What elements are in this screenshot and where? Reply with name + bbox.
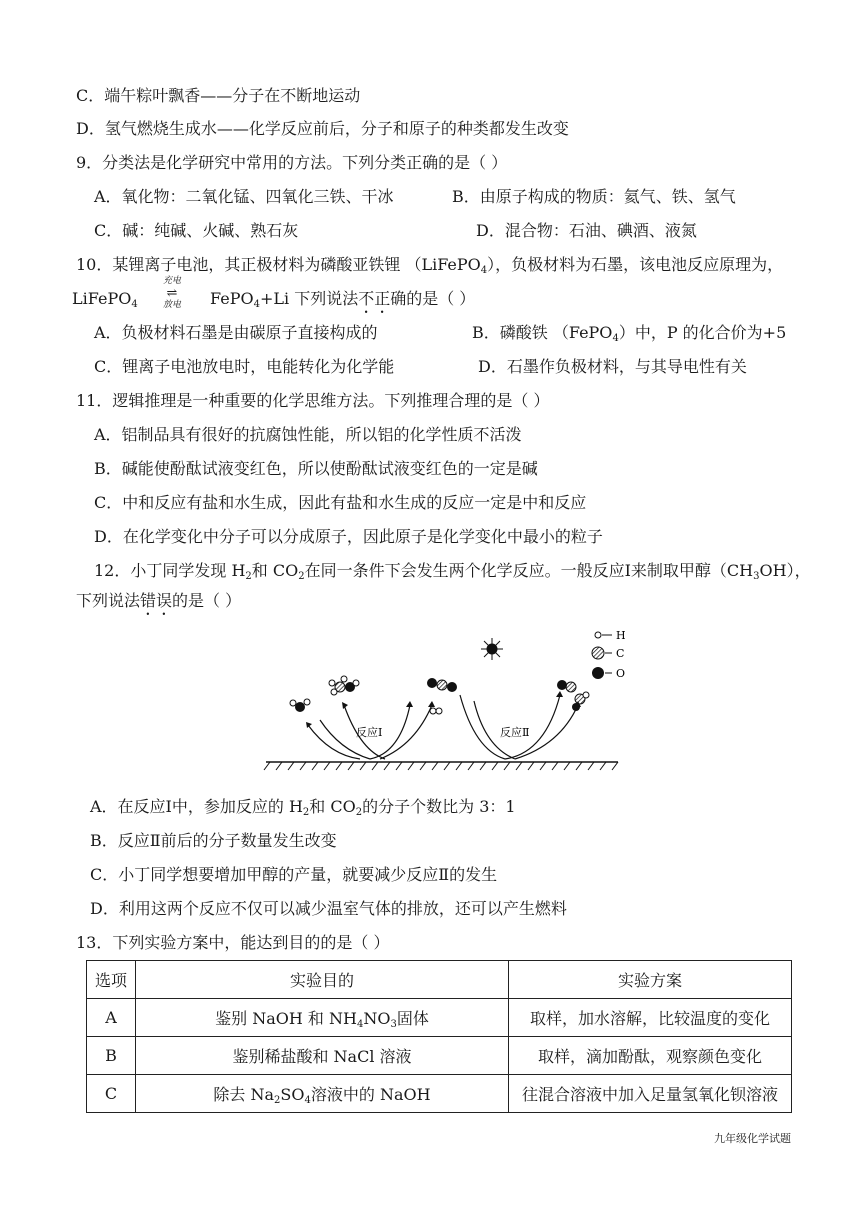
q12-option-d: D．利用这两个反应不仅可以减少温室气体的排放，还可以产生燃料 xyxy=(90,899,567,918)
reaction-diagram xyxy=(260,625,640,775)
q10-option-d: D．石墨作负极材料，与其导电性有关 xyxy=(478,357,747,376)
q12-option-b: B．反应Ⅱ前后的分子数量发生改变 xyxy=(90,831,337,850)
reaction-2-label: 反应Ⅱ xyxy=(500,726,530,739)
q11-option-c: C．中和反应有盐和水生成，因此有盐和水生成的反应一定是中和反应 xyxy=(94,493,587,512)
row-plan: 取样，滴加酚酞，观察颜色变化 xyxy=(509,1037,792,1075)
table-header-row xyxy=(87,961,792,999)
q11-option-a: A．铝制品具有很好的抗腐蚀性能，所以铝的化学性质不活泼 xyxy=(94,425,522,444)
q8-option-d: D．氢气燃烧生成水——化学反应前后，分子和原子的种类都发生改变 xyxy=(76,119,569,138)
q10-equation-arrow: 充电 ⇌ 放电 xyxy=(152,276,192,311)
q11-stem: 11．逻辑推理是一种重要的化学思维方法。下列推理合理的是（ ） xyxy=(76,391,550,410)
co-molecule-icon xyxy=(557,680,576,692)
legend-h: H xyxy=(616,629,626,642)
header-plan: 实验方案 xyxy=(509,961,792,999)
q11-option-d: D．在化学变化中分子可以分成原子，因此原子是化学变化中最小的粒子 xyxy=(94,527,603,546)
legend-c: C xyxy=(616,647,625,660)
reaction-1-arrowheads xyxy=(306,701,435,728)
row-goal: 除去 $Na_2SO_4$溶液中的 NaOH xyxy=(136,1075,509,1113)
co2-molecule-icon xyxy=(427,678,457,692)
row-option: A xyxy=(87,999,136,1037)
q10-option-b: B．磷酸铁 （FePO$_4$）中，P 的化合价为+5 xyxy=(472,323,787,344)
q10-stem: 10．某锂离子电池，其正极材料为磷酸亚铁锂 （LiFePO$_4$），负极材料为石墨，该电池反应原理为， xyxy=(76,255,784,276)
catalyst-surface xyxy=(264,762,618,770)
h2-molecule-icon xyxy=(430,708,442,714)
row-goal: 鉴别 NaOH 和 $NH_4NO_3$固体 xyxy=(136,999,509,1037)
legend xyxy=(592,629,626,680)
water-molecule-icon xyxy=(290,699,310,712)
row-goal: 鉴别稀盐酸和 NaCl 溶液 xyxy=(136,1037,509,1075)
q10-equation: LiFePO$_4$ xyxy=(72,289,138,310)
q9-option-a: A．氧化物：二氧化锰、四氧化三铁、干冰 xyxy=(94,187,394,206)
q10-option-c: C．锂离子电池放电时，电能转化为化学能 xyxy=(94,357,395,376)
q12-stem-2: 下列说法错误的是（ ） xyxy=(76,591,242,610)
table-row xyxy=(87,999,792,1037)
q12-option-c: C．小丁同学想要增加甲醇的产量，就要减少反应Ⅱ的发生 xyxy=(90,865,498,884)
header-goal: 实验目的 xyxy=(136,961,509,999)
row-plan: 取样，加水溶解，比较温度的变化 xyxy=(509,999,792,1037)
water-molecule-2-icon xyxy=(572,692,589,711)
q11-option-b: B．碱能使酚酞试液变红色，所以使酚酞试液变红色的一定是碱 xyxy=(94,459,538,478)
q10-option-a: A．负极材料石墨是由碳原子直接构成的 xyxy=(94,323,378,342)
q13-stem: 13．下列实验方案中，能达到目的的是（ ） xyxy=(76,933,390,952)
methanol-molecule-icon xyxy=(329,676,359,695)
table-row xyxy=(87,1037,792,1075)
legend-o: O xyxy=(616,667,626,680)
table-row xyxy=(87,1075,792,1113)
q12-stem: 12．小丁同学发现 $H_2$和 $CO_2$在同一条件下会发生两个化学反应。一般反应Ⅰ来制取甲醇$(CH_3OH)$， xyxy=(94,561,811,582)
page-footer: 九年级化学试题 xyxy=(714,1132,791,1145)
row-plan: 往混合溶液中加入足量氢氧化钡溶液 xyxy=(509,1075,792,1113)
discharge-label: 放电 xyxy=(162,300,181,310)
q9-stem: 9．分类法是化学研究中常用的方法。下列分类正确的是（ ） xyxy=(76,153,508,172)
charge-label: 充电 xyxy=(162,276,181,286)
header-option: 选项 xyxy=(87,961,136,999)
q9-option-d: D．混合物：石油、碘酒、液氮 xyxy=(476,221,697,240)
q8-option-c: C．端午粽叶飘香——分子在不断地运动 xyxy=(76,86,361,105)
q10-equation-right: FePO$_4$+Li 下列说法不正确的是（ ） xyxy=(210,289,476,310)
row-option: B xyxy=(87,1037,136,1075)
q12-option-a: A．在反应Ⅰ中，参加反应的 $H_2$和 $CO_2$的分子个数比为 3：1 xyxy=(90,797,516,818)
q9-option-b: B．由原子构成的物质：氦气、铁、氢气 xyxy=(452,187,736,206)
q9-option-c: C．碱：纯碱、火碱、熟石灰 xyxy=(94,221,299,240)
sun-icon xyxy=(481,638,503,660)
reaction-1-label: 反应Ⅰ xyxy=(356,726,383,739)
experiment-table xyxy=(86,960,792,1113)
row-option: C xyxy=(87,1075,136,1113)
